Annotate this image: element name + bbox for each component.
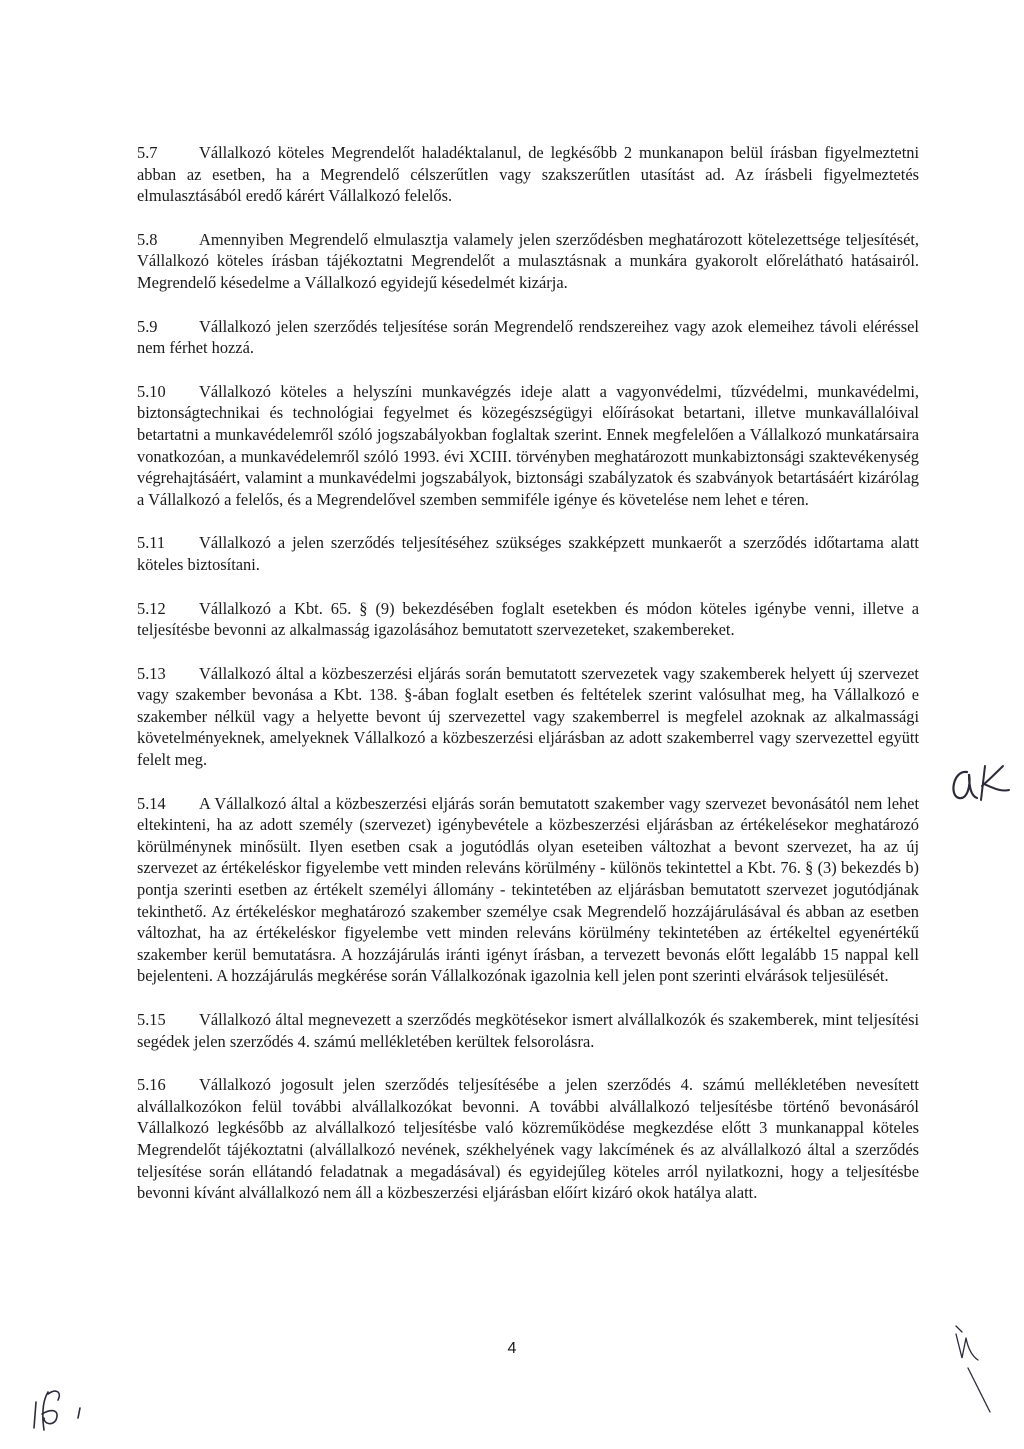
clause-5-14 <box>137 793 919 987</box>
clause-text: Amennyiben Megrendelő elmulasztja valamely jelen szerződésben meghatározott kötelezettsége teljesítését, Vállalkozó köteles írásban tájékoztatni Megrendelőt a mulasztásnak a munkára gyakorolt előrelátható hatásairól. Megrendelő késedelme a Vállalkozó egyidejű késedelmét kizárja. <box>137 229 919 292</box>
clause-text: Vállalkozó köteles a helyszíni munkavégzés ideje alatt a vagyonvédelmi, tűzvédelmi, munkavédelmi, biztonságtechnikai és technológiai fegyelmet és közegészségügyi előírásokat betartani, illetve munkavállalóival betartatni a munkavédelemről szóló jogszabályokban foglaltak szerint. Ennek megfelelően a Vállalkozó munkatársaira vonatkozóan, a munkavédelemről szóló 1993. évi XCIII. törvényben meghatározott munkabiztonsági szaktevékenység végrehajtásáért, valamint a munkavédelmi jogszabályok, biztonsági szabályzatok és szabványok betartásáért kizárólag a Vállalkozó a felelős, és a Megrendelővel szemben semmiféle igénye és követelése nem lehet e téren. <box>137 381 919 509</box>
clause-text: Vállalkozó által megnevezett a szerződés megkötésekor ismert alvállalkozók és szakemberek, mint teljesítési segédek jelen szerződés 4. számú mellékletében kerültek felsorolásra. <box>137 1010 919 1051</box>
page-number: 4 <box>507 1340 517 1357</box>
clause-5-10 <box>137 381 919 511</box>
clause-5-13 <box>137 663 919 771</box>
clause-5-7 <box>137 142 919 207</box>
handwritten-initial-icon <box>22 1372 102 1434</box>
clause-text: Vállalkozó jogosult jelen szerződés teljesítésébe a jelen szerződés 4. számú mellékletében nevesített alvállalkozókon felül további alvállalkozókat bevonni. A további alvállalkozó teljesítésbe történő bevonásáról Vállalkozó legkésőbb az alvállalkozó teljesítésbe való közreműködése megkezdése előtt 3 munkanappal köteles Megrendelőt tájékoztatni (alvállalkozó nevének, székhelyének vagy lakcímének és az alvállalkozó által a szerződés teljesítése során ellátandó feladatnak a megadásával) és egyidejűleg köteles arról nyilatkozni, hogy a teljesítésbe bevonni kívánt alvállalkozó nem áll a közbeszerzési eljárásban előírt kizáró okok hatálya alatt. <box>137 1075 919 1203</box>
clause-5-12 <box>137 598 919 641</box>
handwritten-initials-ak-icon <box>945 760 1015 808</box>
clause-number: 5.11 <box>137 533 166 553</box>
clause-text: Vállalkozó a Kbt. 65. § (9) bekezdésében foglalt esetekben és módon köteles igénybe venni, illetve a teljesítésbe bevonni az alkalmasság igazolásához bemutatott szervezeteket, szakembereket. <box>137 598 919 640</box>
clause-5-11 <box>137 532 919 575</box>
clause-text: Vállalkozó által a közbeszerzési eljárás során bemutatott szervezetek vagy szakemberek helyett új szervezet vagy szakember bevonása a Kbt. 138. §-ában foglalt esetben és feltételek szerint valósulhat meg, ha Vállalkozó e szakember nélkül vagy a helyette bevont új szervezettel vagy szakemberrel is megfelel azoknak az alkalmassági követelményeknek, amelyeknek Vállalkozó a közbeszerzési eljárásban az adott szakemberrel vagy szervezettel együtt felelt meg. <box>137 663 919 770</box>
clause-5-15 <box>137 1009 919 1052</box>
clause-5-9 <box>137 316 919 359</box>
clause-text: A Vállalkozó által a közbeszerzési eljárás során bemutatott szakember vagy szervezet bevonásától nem lehet eltekinteni, ha az adott személy (szervezet) igénybevétele a közbeszerzési eljárásban az értékelésekor meghatározó körülménynek minősült. Ilyen esetben csak a jogutódlás olyan eseteiben változhat a bevont szervezet, ha az új szervezet az értékeléskor figyelembe vett minden releváns körülmény - különös tekintettel a Kbt. 76. § (3) bekezdés b) pontja szerinti esetben az értékelt személyi állomány - tekintetében az eljárásban bemutatott szervezet jogutódjának tekinthető. Az értékeléskor meghatározó szakember személye csak Megrendelő hozzájárulásával és abban az esetben változhat, ha az értékeléskor figyelembe vett minden releváns körülmény tekintetében az értékeltel egyenértékű szakember kerül bemutatásra. A hozzájárulás iránti igényt írásban, a tervezett bevonás előtt legalább 15 nappal kell bejelenteni. A hozzájárulás megkérése során Vállalkozónak igazolnia kell jelen pont szerinti elvárások teljesülését. <box>137 793 919 986</box>
clause-number: 5.14 <box>137 793 166 813</box>
clause-text: Vállalkozó köteles Megrendelőt haladéktalanul, de legkésőbb 2 munkanapon belül írásban figyelmeztetni abban az esetben, ha a Megrendelő célszerűtlen vagy szakszerűtlen utasítást ad. Az írásbeli figyelmeztetés elmulasztásából eredő kárért Vállalkozó felelős. <box>137 143 919 206</box>
clause-number: 5.8 <box>137 229 158 249</box>
clause-number: 5.9 <box>137 316 158 336</box>
clause-number: 5.7 <box>137 143 158 162</box>
document-body <box>137 142 919 1226</box>
handwritten-initial-icon <box>950 1318 1000 1418</box>
clause-number: 5.16 <box>137 1075 166 1095</box>
clause-text: Vállalkozó a jelen szerződés teljesítéséhez szükséges szakképzett munkaerőt a szerződés időtartama alatt köteles biztosítani. <box>137 533 919 574</box>
clause-5-8 <box>137 229 919 294</box>
clause-number: 5.15 <box>137 1010 166 1029</box>
clause-number: 5.10 <box>137 381 166 401</box>
clause-number: 5.12 <box>137 598 166 618</box>
clause-number: 5.13 <box>137 663 166 683</box>
clause-5-16 <box>137 1074 919 1204</box>
clause-text: Vállalkozó jelen szerződés teljesítése során Megrendelő rendszereihez vagy azok elemeihez távoli eléréssel nem férhet hozzá. <box>137 316 919 358</box>
